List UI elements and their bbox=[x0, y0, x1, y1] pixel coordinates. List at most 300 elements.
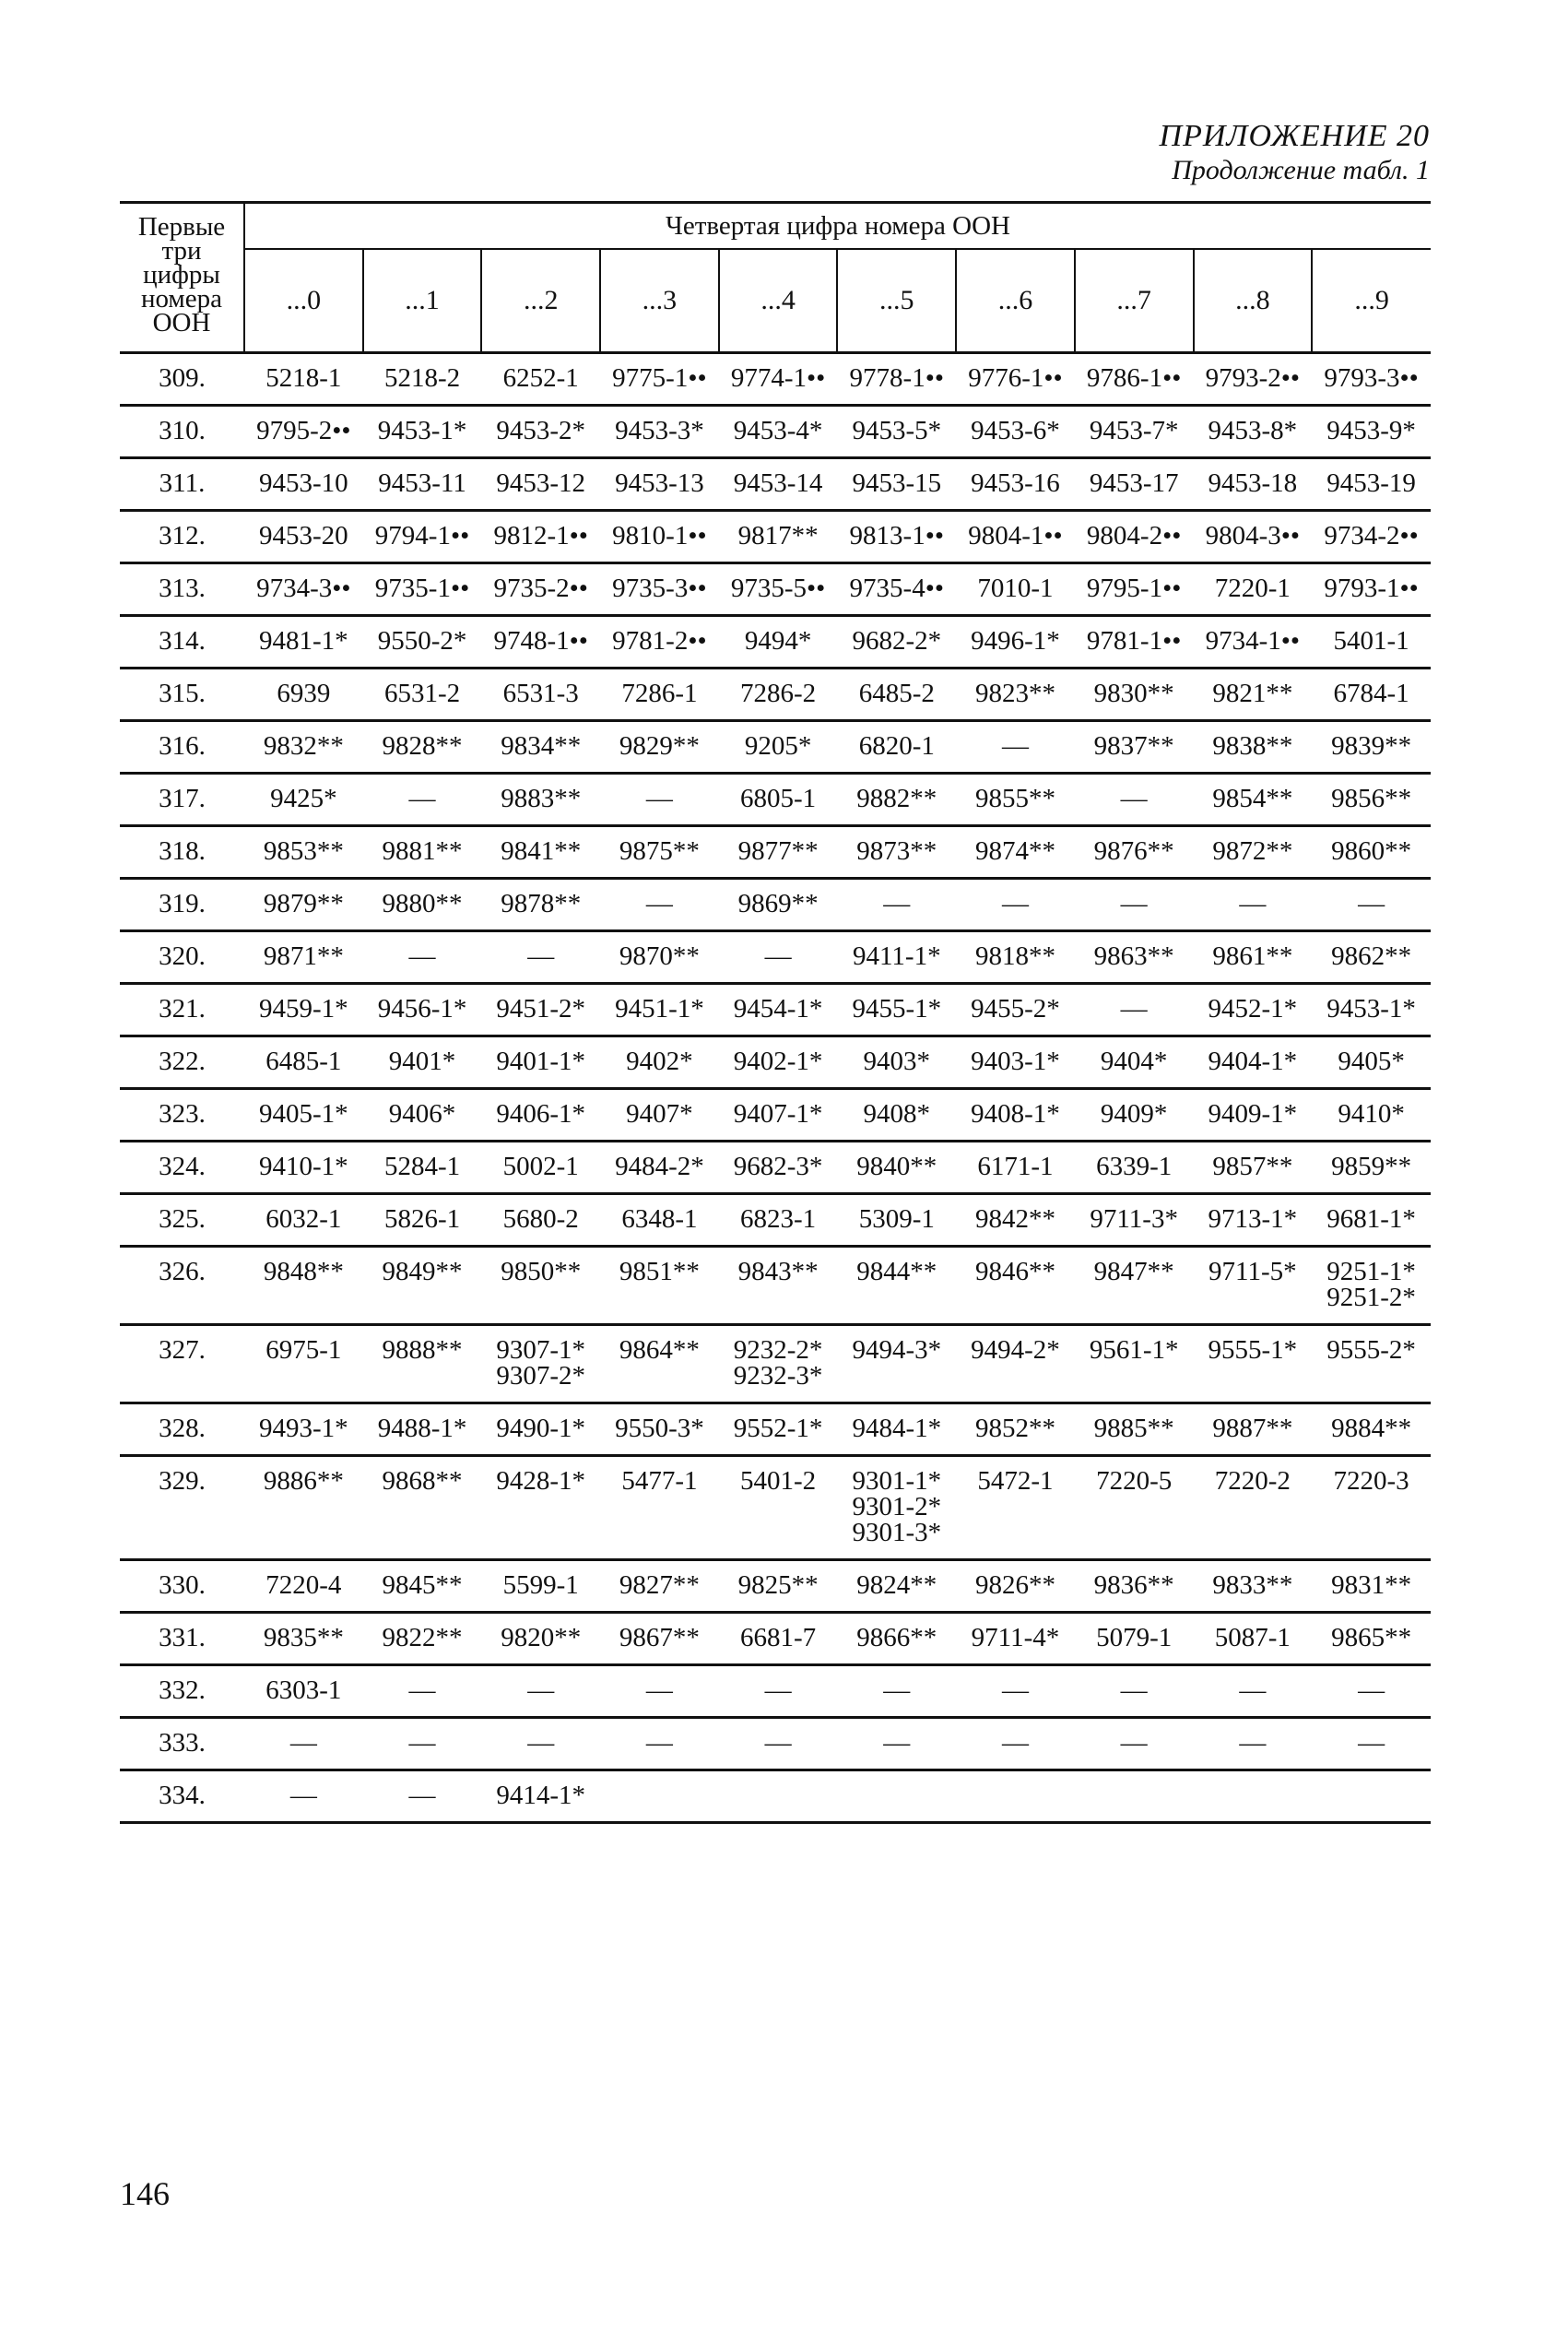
un-number-cell: 9834** bbox=[481, 721, 600, 774]
un-number-cell: 9451-1* bbox=[600, 984, 719, 1036]
un-number-cell: 9851** bbox=[600, 1247, 719, 1325]
un-number-cell: 9555-1* bbox=[1194, 1325, 1313, 1403]
un-number-cell: 9778-1•• bbox=[837, 353, 956, 406]
un-number-cell: 9425* bbox=[244, 774, 363, 826]
un-number-cell: 9481-1* bbox=[244, 616, 363, 669]
un-number-cell: 9781-2•• bbox=[600, 616, 719, 669]
un-number-cell: 9873** bbox=[837, 826, 956, 879]
un-number-cell: 5599-1 bbox=[481, 1560, 600, 1613]
un-number-cell: 5680-2 bbox=[481, 1194, 600, 1247]
un-number-cell: 9821** bbox=[1194, 669, 1313, 721]
table-row bbox=[120, 563, 1431, 616]
un-number-cell: 9854** bbox=[1194, 774, 1313, 826]
un-number-cell: 9875** bbox=[600, 826, 719, 879]
row-prefix: 323. bbox=[120, 1089, 244, 1142]
un-number-cell: 9735-1•• bbox=[363, 563, 482, 616]
un-number-cell: 9840** bbox=[837, 1142, 956, 1194]
un-number-cell: 9488-1* bbox=[363, 1403, 482, 1456]
un-number-cell: 9857** bbox=[1194, 1142, 1313, 1194]
un-number-cell: — bbox=[363, 774, 482, 826]
un-number-cell: 9490-1* bbox=[481, 1403, 600, 1456]
un-number-cell: 9835** bbox=[244, 1613, 363, 1665]
row-prefix: 317. bbox=[120, 774, 244, 826]
row-prefix: 333. bbox=[120, 1718, 244, 1770]
un-number-cell: 9886** bbox=[244, 1456, 363, 1560]
un-number-cell: 9681-1* bbox=[1312, 1194, 1431, 1247]
un-number-cell: 9820** bbox=[481, 1613, 600, 1665]
un-number-cell: 5477-1 bbox=[600, 1456, 719, 1560]
un-number-cell: 9870** bbox=[600, 931, 719, 984]
un-number-cell: 9836** bbox=[1075, 1560, 1194, 1613]
un-number-cell: 9861** bbox=[1194, 931, 1313, 984]
un-number-cell: 9407-1* bbox=[719, 1089, 838, 1142]
table-row bbox=[120, 1770, 1431, 1823]
un-number-cell: 5079-1 bbox=[1075, 1613, 1194, 1665]
un-number-cell: 9859** bbox=[1312, 1142, 1431, 1194]
un-number-cell: 9453-11 bbox=[363, 458, 482, 511]
row-prefix: 313. bbox=[120, 563, 244, 616]
un-number-cell: 9781-1•• bbox=[1075, 616, 1194, 669]
page-number: 146 bbox=[120, 2175, 170, 2212]
un-number-cell: 9831** bbox=[1312, 1560, 1431, 1613]
un-number-cell: 9793-3•• bbox=[1312, 353, 1431, 406]
un-number-cell: 9552-1* bbox=[719, 1403, 838, 1456]
un-number-cell: 5401-1 bbox=[1312, 616, 1431, 669]
un-number-cell: 9804-2•• bbox=[1075, 511, 1194, 563]
un-number-cell: 9711-5* bbox=[1194, 1247, 1313, 1325]
un-number-cell: — bbox=[719, 1665, 838, 1718]
un-number-cell: 9853** bbox=[244, 826, 363, 879]
un-number-cell: 9459-1* bbox=[244, 984, 363, 1036]
un-number-table bbox=[120, 201, 1431, 1824]
un-number-cell: — bbox=[481, 1718, 600, 1770]
un-number-cell: 9804-3•• bbox=[1194, 511, 1313, 563]
un-number-cell: 9786-1•• bbox=[1075, 353, 1194, 406]
row-prefix: 315. bbox=[120, 669, 244, 721]
un-number-cell: — bbox=[481, 1665, 600, 1718]
un-number-cell: — bbox=[719, 1718, 838, 1770]
un-number-cell: 9735-2•• bbox=[481, 563, 600, 616]
row-prefix: 316. bbox=[120, 721, 244, 774]
un-number-cell: 9405-1* bbox=[244, 1089, 363, 1142]
digit-column-header: ...4 bbox=[719, 249, 838, 353]
un-number-cell: 9453-10 bbox=[244, 458, 363, 511]
un-number-cell: 9862** bbox=[1312, 931, 1431, 984]
un-number-cell: 9232-2* 9232-3* bbox=[719, 1325, 838, 1403]
un-number-cell: 9307-1* 9307-2* bbox=[481, 1325, 600, 1403]
un-number-cell: 9818** bbox=[956, 931, 1075, 984]
un-number-cell: 5826-1 bbox=[363, 1194, 482, 1247]
table-row bbox=[120, 931, 1431, 984]
un-number-cell: — bbox=[363, 1770, 482, 1823]
table-row bbox=[120, 1718, 1431, 1770]
un-number-cell: — bbox=[244, 1718, 363, 1770]
un-number-cell: — bbox=[1075, 774, 1194, 826]
un-number-cell: 9833** bbox=[1194, 1560, 1313, 1613]
un-number-cell: — bbox=[1075, 984, 1194, 1036]
un-number-cell: 7220-3 bbox=[1312, 1456, 1431, 1560]
un-number-cell: 9876** bbox=[1075, 826, 1194, 879]
un-number-cell bbox=[600, 1770, 719, 1823]
un-number-cell: 7220-2 bbox=[1194, 1456, 1313, 1560]
un-number-cell: 9453-13 bbox=[600, 458, 719, 511]
un-number-cell: 9877** bbox=[719, 826, 838, 879]
un-number-cell: 9403* bbox=[837, 1036, 956, 1089]
un-number-cell: 6485-2 bbox=[837, 669, 956, 721]
un-number-cell: 9409* bbox=[1075, 1089, 1194, 1142]
un-number-cell: — bbox=[956, 721, 1075, 774]
row-prefix: 325. bbox=[120, 1194, 244, 1247]
un-number-cell: 9453-20 bbox=[244, 511, 363, 563]
table-row bbox=[120, 616, 1431, 669]
un-number-cell: 7220-1 bbox=[1194, 563, 1313, 616]
un-number-cell: 6252-1 bbox=[481, 353, 600, 406]
un-number-cell: 9845** bbox=[363, 1560, 482, 1613]
un-number-cell: 9711-4* bbox=[956, 1613, 1075, 1665]
digit-column-header: ...8 bbox=[1194, 249, 1313, 353]
table-row bbox=[120, 879, 1431, 931]
un-number-cell: 9879** bbox=[244, 879, 363, 931]
digit-header-row bbox=[120, 249, 1431, 353]
un-number-cell: 9550-2* bbox=[363, 616, 482, 669]
un-number-cell: 9404-1* bbox=[1194, 1036, 1313, 1089]
un-number-cell: 6531-3 bbox=[481, 669, 600, 721]
row-prefix: 324. bbox=[120, 1142, 244, 1194]
un-number-cell: 9453-1* bbox=[363, 406, 482, 458]
un-number-cell: 9829** bbox=[600, 721, 719, 774]
un-number-cell: 9748-1•• bbox=[481, 616, 600, 669]
un-number-cell: — bbox=[600, 1718, 719, 1770]
un-number-cell: — bbox=[363, 1718, 482, 1770]
un-number-cell: 9410* bbox=[1312, 1089, 1431, 1142]
un-number-cell: 9843** bbox=[719, 1247, 838, 1325]
un-number-cell: 9453-12 bbox=[481, 458, 600, 511]
un-number-cell: — bbox=[1312, 1665, 1431, 1718]
table-row bbox=[120, 353, 1431, 406]
un-number-cell bbox=[719, 1770, 838, 1823]
un-number-cell: 9494-3* bbox=[837, 1325, 956, 1403]
un-number-cell: 9887** bbox=[1194, 1403, 1313, 1456]
digit-column-header: ...3 bbox=[600, 249, 719, 353]
un-number-cell bbox=[1312, 1770, 1431, 1823]
un-number-cell: — bbox=[600, 1665, 719, 1718]
un-number-cell: 9881** bbox=[363, 826, 482, 879]
un-number-cell: 9774-1•• bbox=[719, 353, 838, 406]
un-number-cell: 9842** bbox=[956, 1194, 1075, 1247]
row-prefix: 331. bbox=[120, 1613, 244, 1665]
un-number-cell: 9411-1* bbox=[837, 931, 956, 984]
un-number-cell: 9832** bbox=[244, 721, 363, 774]
un-number-cell: 9406* bbox=[363, 1089, 482, 1142]
un-number-cell: 9884** bbox=[1312, 1403, 1431, 1456]
un-number-cell: 9456-1* bbox=[363, 984, 482, 1036]
un-number-cell: 9452-1* bbox=[1194, 984, 1313, 1036]
un-number-cell: — bbox=[956, 1665, 1075, 1718]
un-number-cell: 6939 bbox=[244, 669, 363, 721]
un-number-cell: 9550-3* bbox=[600, 1403, 719, 1456]
un-number-cell: 9888** bbox=[363, 1325, 482, 1403]
un-number-cell: 9406-1* bbox=[481, 1089, 600, 1142]
un-number-cell: 9453-16 bbox=[956, 458, 1075, 511]
row-prefix: 322. bbox=[120, 1036, 244, 1089]
un-number-cell: 9822** bbox=[363, 1613, 482, 1665]
un-number-cell: 9828** bbox=[363, 721, 482, 774]
un-number-cell: 9846** bbox=[956, 1247, 1075, 1325]
table-row bbox=[120, 1194, 1431, 1247]
un-number-cell: 9453-5* bbox=[837, 406, 956, 458]
un-number-cell: 7286-1 bbox=[600, 669, 719, 721]
un-number-cell: 9402* bbox=[600, 1036, 719, 1089]
un-number-cell: 9793-2•• bbox=[1194, 353, 1313, 406]
un-number-cell: 9883** bbox=[481, 774, 600, 826]
digit-column-header: ...2 bbox=[481, 249, 600, 353]
table-row bbox=[120, 1456, 1431, 1560]
un-number-cell: — bbox=[1312, 1718, 1431, 1770]
un-number-cell: — bbox=[1194, 1665, 1313, 1718]
un-number-cell: 9401-1* bbox=[481, 1036, 600, 1089]
first-digits-column-header: Первые три цифры номера ООН bbox=[120, 203, 244, 353]
un-number-cell: 9453-8* bbox=[1194, 406, 1313, 458]
digit-column-header: ...7 bbox=[1075, 249, 1194, 353]
un-number-cell: 9868** bbox=[363, 1456, 482, 1560]
un-number-cell: 5002-1 bbox=[481, 1142, 600, 1194]
un-number-cell: 9453-14 bbox=[719, 458, 838, 511]
un-number-cell: 5309-1 bbox=[837, 1194, 956, 1247]
un-number-cell: 9711-3* bbox=[1075, 1194, 1194, 1247]
un-number-cell: 9839** bbox=[1312, 721, 1431, 774]
un-number-cell: — bbox=[956, 1718, 1075, 1770]
un-number-cell: 6805-1 bbox=[719, 774, 838, 826]
un-number-cell bbox=[837, 1770, 956, 1823]
un-number-cell: 9451-2* bbox=[481, 984, 600, 1036]
table-row bbox=[120, 826, 1431, 879]
row-prefix: 329. bbox=[120, 1456, 244, 1560]
un-number-cell: — bbox=[1312, 879, 1431, 931]
un-number-cell bbox=[1075, 1770, 1194, 1823]
un-number-cell: 9837** bbox=[1075, 721, 1194, 774]
un-number-cell: — bbox=[1075, 1718, 1194, 1770]
un-number-cell: 9795-2•• bbox=[244, 406, 363, 458]
un-number-cell: 7220-5 bbox=[1075, 1456, 1194, 1560]
un-number-cell: — bbox=[481, 931, 600, 984]
un-number-cell: 9865** bbox=[1312, 1613, 1431, 1665]
un-number-cell: 9860** bbox=[1312, 826, 1431, 879]
un-number-cell: 9810-1•• bbox=[600, 511, 719, 563]
table-body bbox=[120, 353, 1431, 1823]
un-number-cell: 9804-1•• bbox=[956, 511, 1075, 563]
un-number-cell: 6485-1 bbox=[244, 1036, 363, 1089]
un-number-cell: — bbox=[600, 879, 719, 931]
un-number-cell: 5284-1 bbox=[363, 1142, 482, 1194]
un-number-cell: 9484-1* bbox=[837, 1403, 956, 1456]
un-number-cell: 9401* bbox=[363, 1036, 482, 1089]
un-number-cell: 9453-1* bbox=[1312, 984, 1431, 1036]
un-number-cell: 6303-1 bbox=[244, 1665, 363, 1718]
un-number-cell: 9493-1* bbox=[244, 1403, 363, 1456]
un-number-cell: 9838** bbox=[1194, 721, 1313, 774]
digit-column-header: ...9 bbox=[1312, 249, 1431, 353]
table-row bbox=[120, 774, 1431, 826]
un-number-cell: 9453-6* bbox=[956, 406, 1075, 458]
un-number-cell: 9795-1•• bbox=[1075, 563, 1194, 616]
un-number-cell: 9841** bbox=[481, 826, 600, 879]
row-prefix: 318. bbox=[120, 826, 244, 879]
un-number-cell: 9874** bbox=[956, 826, 1075, 879]
un-number-cell: 6784-1 bbox=[1312, 669, 1431, 721]
row-prefix: 321. bbox=[120, 984, 244, 1036]
un-number-cell: 7010-1 bbox=[956, 563, 1075, 616]
un-number-cell: 9812-1•• bbox=[481, 511, 600, 563]
un-number-cell: 9852** bbox=[956, 1403, 1075, 1456]
un-number-cell: 9414-1* bbox=[481, 1770, 600, 1823]
row-prefix: 327. bbox=[120, 1325, 244, 1403]
un-number-cell: 9864** bbox=[600, 1325, 719, 1403]
un-number-cell: 6032-1 bbox=[244, 1194, 363, 1247]
un-number-cell: 9496-1* bbox=[956, 616, 1075, 669]
un-number-cell: 9205* bbox=[719, 721, 838, 774]
un-number-cell: 9734-3•• bbox=[244, 563, 363, 616]
un-number-cell: 9453-17 bbox=[1075, 458, 1194, 511]
un-number-cell: 9735-3•• bbox=[600, 563, 719, 616]
un-number-cell: 9878** bbox=[481, 879, 600, 931]
un-number-cell: 9455-2* bbox=[956, 984, 1075, 1036]
un-number-cell: 6681-7 bbox=[719, 1613, 838, 1665]
un-number-cell: 9453-9* bbox=[1312, 406, 1431, 458]
un-number-cell: 9494-2* bbox=[956, 1325, 1075, 1403]
table-row bbox=[120, 669, 1431, 721]
un-number-cell: 9856** bbox=[1312, 774, 1431, 826]
un-number-cell: 9863** bbox=[1075, 931, 1194, 984]
row-prefix: 311. bbox=[120, 458, 244, 511]
un-number-cell: 9830** bbox=[1075, 669, 1194, 721]
un-number-cell: 5218-2 bbox=[363, 353, 482, 406]
un-number-cell: 9555-2* bbox=[1312, 1325, 1431, 1403]
un-number-cell: — bbox=[837, 879, 956, 931]
fourth-digit-group-header: Четвертая цифра номера ООН bbox=[244, 203, 1431, 250]
un-number-cell: — bbox=[1194, 1718, 1313, 1770]
un-number-cell: 9494* bbox=[719, 616, 838, 669]
un-number-cell: 9682-2* bbox=[837, 616, 956, 669]
un-number-cell: 5472-1 bbox=[956, 1456, 1075, 1560]
un-number-cell: 9827** bbox=[600, 1560, 719, 1613]
table-continuation-note: Продолжение табл. 1 bbox=[1172, 155, 1430, 185]
un-number-cell: 5401-2 bbox=[719, 1456, 838, 1560]
un-number-cell: 9453-18 bbox=[1194, 458, 1313, 511]
row-prefix: 319. bbox=[120, 879, 244, 931]
un-number-cell: 6171-1 bbox=[956, 1142, 1075, 1194]
table-row bbox=[120, 721, 1431, 774]
un-number-cell: 9866** bbox=[837, 1613, 956, 1665]
un-number-cell: 9713-1* bbox=[1194, 1194, 1313, 1247]
row-prefix: 330. bbox=[120, 1560, 244, 1613]
table-row bbox=[120, 1247, 1431, 1325]
un-number-cell: 9826** bbox=[956, 1560, 1075, 1613]
un-number-cell: 9407* bbox=[600, 1089, 719, 1142]
un-number-cell: — bbox=[956, 879, 1075, 931]
un-number-cell: 9844** bbox=[837, 1247, 956, 1325]
un-number-cell: 9408* bbox=[837, 1089, 956, 1142]
table-row bbox=[120, 1036, 1431, 1089]
un-number-cell: — bbox=[1194, 879, 1313, 931]
un-number-cell: 9410-1* bbox=[244, 1142, 363, 1194]
un-number-cell: 9484-2* bbox=[600, 1142, 719, 1194]
un-number-cell: 9453-4* bbox=[719, 406, 838, 458]
un-number-cell: 9824** bbox=[837, 1560, 956, 1613]
un-number-cell: 9455-1* bbox=[837, 984, 956, 1036]
un-number-cell: 9794-1•• bbox=[363, 511, 482, 563]
digit-column-header: ...6 bbox=[956, 249, 1075, 353]
un-number-cell: — bbox=[837, 1718, 956, 1770]
un-number-cell: 6348-1 bbox=[600, 1194, 719, 1247]
un-number-cell: 9855** bbox=[956, 774, 1075, 826]
un-number-cell: 9776-1•• bbox=[956, 353, 1075, 406]
table-row bbox=[120, 1613, 1431, 1665]
un-number-cell: 6820-1 bbox=[837, 721, 956, 774]
row-prefix: 320. bbox=[120, 931, 244, 984]
table-row bbox=[120, 458, 1431, 511]
un-number-cell: 5218-1 bbox=[244, 353, 363, 406]
digit-column-header: ...5 bbox=[837, 249, 956, 353]
un-number-cell: — bbox=[600, 774, 719, 826]
un-number-cell: — bbox=[837, 1665, 956, 1718]
un-number-cell: 9301-1* 9301-2* 9301-3* bbox=[837, 1456, 956, 1560]
un-number-cell: 9428-1* bbox=[481, 1456, 600, 1560]
appendix-title: ПРИЛОЖЕНИЕ 20 bbox=[1159, 119, 1430, 153]
un-number-cell: 9408-1* bbox=[956, 1089, 1075, 1142]
table-row bbox=[120, 984, 1431, 1036]
un-number-cell: 9825** bbox=[719, 1560, 838, 1613]
un-number-cell: — bbox=[363, 931, 482, 984]
row-prefix: 328. bbox=[120, 1403, 244, 1456]
un-number-cell: 9251-1* 9251-2* bbox=[1312, 1247, 1431, 1325]
un-number-cell: 9453-19 bbox=[1312, 458, 1431, 511]
un-number-cell: 9880** bbox=[363, 879, 482, 931]
row-prefix: 332. bbox=[120, 1665, 244, 1718]
un-number-cell: 9734-1•• bbox=[1194, 616, 1313, 669]
un-number-cell: 9403-1* bbox=[956, 1036, 1075, 1089]
table-row bbox=[120, 1665, 1431, 1718]
un-number-cell: 9813-1•• bbox=[837, 511, 956, 563]
un-number-cell: 9871** bbox=[244, 931, 363, 984]
un-number-cell: 9735-4•• bbox=[837, 563, 956, 616]
un-number-cell: 9869** bbox=[719, 879, 838, 931]
row-prefix: 310. bbox=[120, 406, 244, 458]
un-number-cell: 9402-1* bbox=[719, 1036, 838, 1089]
un-number-cell: 9682-3* bbox=[719, 1142, 838, 1194]
un-number-cell: — bbox=[1075, 879, 1194, 931]
table-row bbox=[120, 1089, 1431, 1142]
un-number-cell: — bbox=[1075, 1665, 1194, 1718]
un-number-cell: 9882** bbox=[837, 774, 956, 826]
un-number-cell: 9823** bbox=[956, 669, 1075, 721]
row-prefix: 314. bbox=[120, 616, 244, 669]
un-number-cell: 9775-1•• bbox=[600, 353, 719, 406]
un-number-cell: 9405* bbox=[1312, 1036, 1431, 1089]
un-number-cell: 9453-15 bbox=[837, 458, 956, 511]
un-number-cell: 9735-5•• bbox=[719, 563, 838, 616]
un-number-cell bbox=[1194, 1770, 1313, 1823]
un-number-cell: — bbox=[244, 1770, 363, 1823]
un-number-cell: 9872** bbox=[1194, 826, 1313, 879]
un-number-cell: 9734-2•• bbox=[1312, 511, 1431, 563]
un-number-cell: 9453-7* bbox=[1075, 406, 1194, 458]
row-prefix: 309. bbox=[120, 353, 244, 406]
un-number-cell: 9867** bbox=[600, 1613, 719, 1665]
un-number-cell: 9793-1•• bbox=[1312, 563, 1431, 616]
digit-column-header: ...0 bbox=[244, 249, 363, 353]
un-number-cell: 9409-1* bbox=[1194, 1089, 1313, 1142]
page-header bbox=[1160, 118, 1430, 186]
